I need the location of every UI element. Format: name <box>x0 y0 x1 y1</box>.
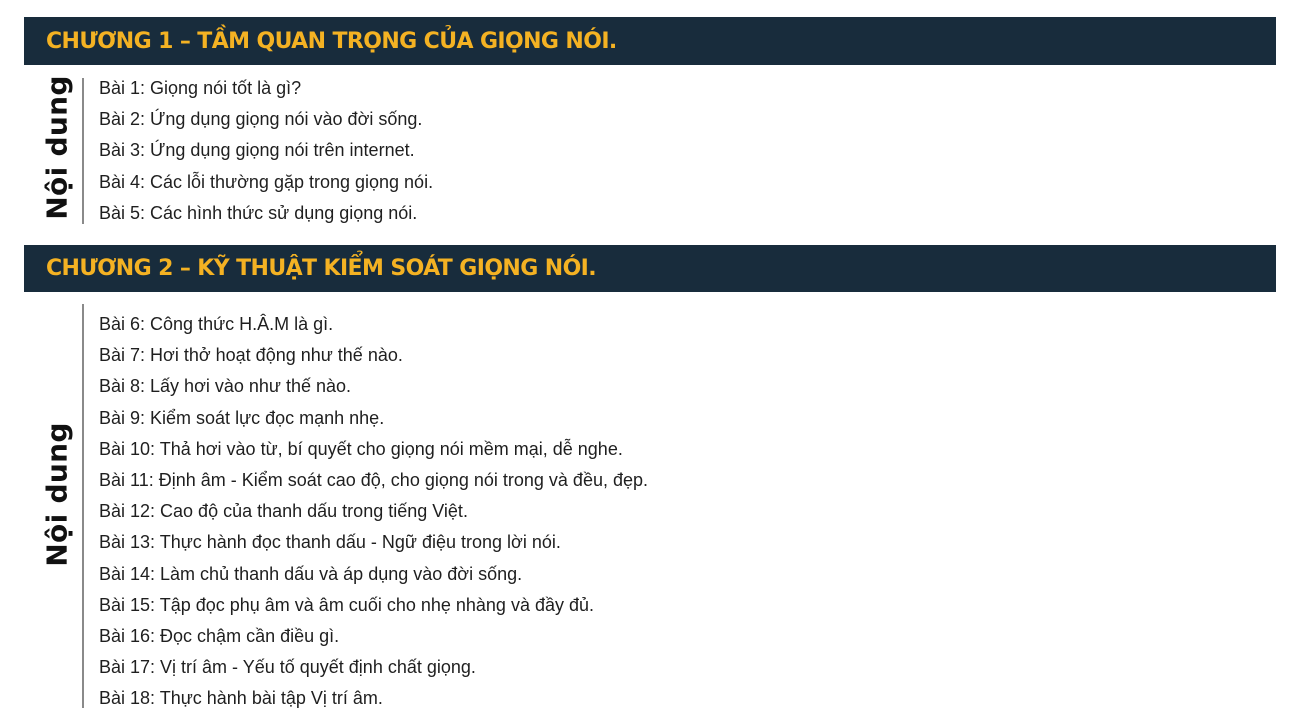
lesson-item: Bài 16: Đọc chậm cần điều gì. <box>99 625 340 646</box>
lesson-item: Bài 7: Hơi thở hoạt động như thế nào. <box>99 345 403 366</box>
chapter-1-lesson-list <box>99 76 433 232</box>
chapter-2-divider <box>82 304 84 708</box>
chapter-2-side-label-text: Nội dung <box>40 421 74 567</box>
chapter-1-side-label <box>36 74 78 220</box>
chapter-2-title: CHƯƠNG 2 – KỸ THUẬT KIỂM SOÁT GIỌNG NÓI. <box>46 256 597 281</box>
chapter-1-side-label-text: Nội dung <box>40 74 74 220</box>
lesson-item: Bài 1: Giọng nói tốt là gì? <box>99 78 302 98</box>
lesson-item: Bài 2: Ứng dụng giọng nói vào đời sống. <box>99 109 423 130</box>
chapter-2-side-label <box>36 406 78 582</box>
lesson-item: Bài 11: Định âm - Kiểm soát cao độ, cho giọng nói trong và đều, đẹp. <box>99 469 648 490</box>
lesson-item: Bài 17: Vị trí âm - Yếu tố quyết định chất giọng. <box>99 657 476 678</box>
lesson-item: Bài 6: Công thức H.Â.M là gì. <box>99 314 334 334</box>
chapter-1-divider <box>82 78 84 224</box>
chapter-2-header <box>24 245 1276 292</box>
lesson-item: Bài 13: Thực hành đọc thanh dấu - Ngữ điệu trong lời nói. <box>99 532 561 553</box>
lesson-item: Bài 15: Tập đọc phụ âm và âm cuối cho nhẹ nhàng và đầy đủ. <box>99 594 594 615</box>
lesson-item: Bài 8: Lấy hơi vào như thế nào. <box>99 376 352 397</box>
lesson-item: Bài 3: Ứng dụng giọng nói trên internet. <box>99 140 415 161</box>
lesson-item: Bài 14: Làm chủ thanh dấu và áp dụng vào đời sống. <box>99 563 523 584</box>
lesson-item: Bài 10: Thả hơi vào từ, bí quyết cho giọng nói mềm mại, dễ nghe. <box>99 438 623 459</box>
lesson-item: Bài 4: Các lỗi thường gặp trong giọng nói. <box>99 171 434 192</box>
chapter-2-lesson-list <box>99 312 648 717</box>
lesson-item: Bài 5: Các hình thức sử dụng giọng nói. <box>99 202 418 223</box>
chapter-1-title: CHƯƠNG 1 – TẦM QUAN TRỌNG CỦA GIỌNG NÓI. <box>46 28 617 54</box>
lesson-item: Bài 9: Kiểm soát lực đọc mạnh nhẹ. <box>99 407 385 428</box>
chapter-1-header <box>24 17 1276 65</box>
lesson-item: Bài 18: Thực hành bài tập Vị trí âm. <box>99 688 383 709</box>
lesson-item: Bài 12: Cao độ của thanh dấu trong tiếng Việt. <box>99 501 468 522</box>
